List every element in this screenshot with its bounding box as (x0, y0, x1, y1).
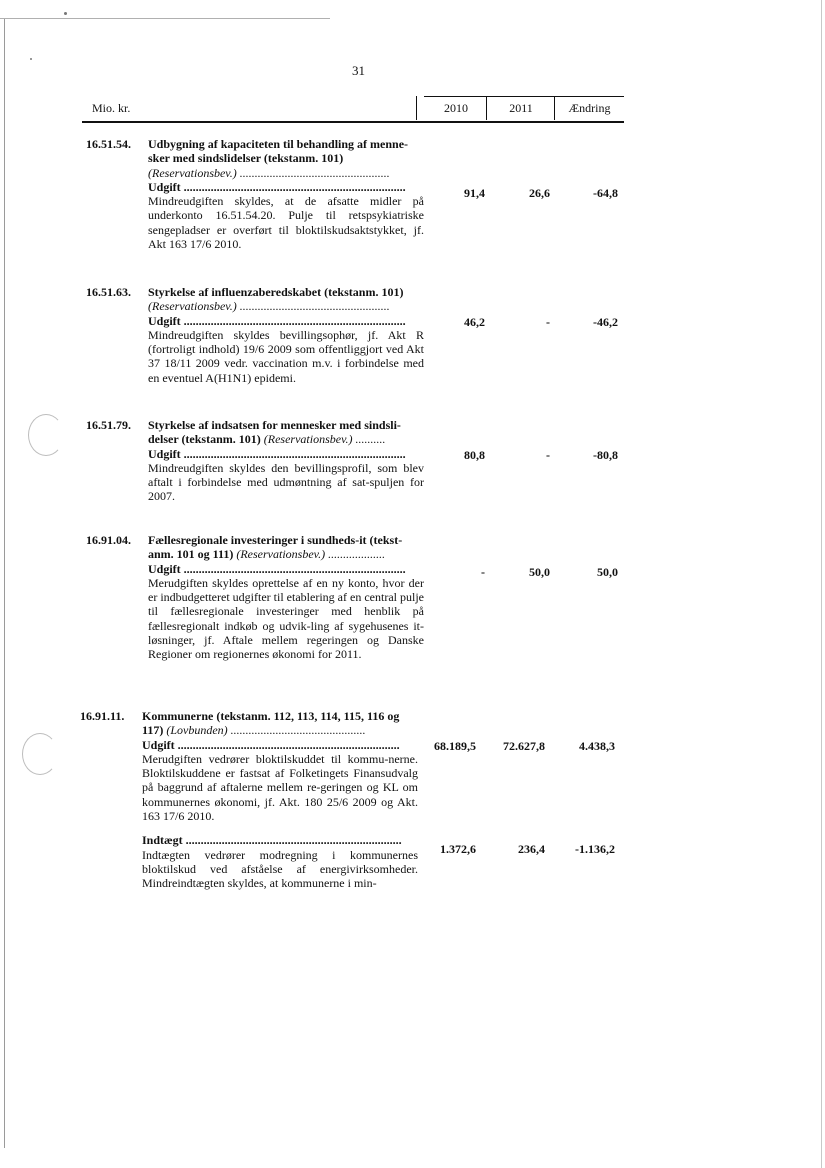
header-unit-label: Mio. kr. (92, 101, 131, 115)
page-number: 31 (352, 63, 365, 78)
account-number: 16.51.54. (86, 137, 131, 151)
scan-page-edge-left (4, 18, 5, 1148)
entry-description: Merudgiften skyldes oprettelse af en ny konto, hvor der er indbudgetteret udgifter til etablering af en central pulje til fællesregionale investeringer med henblik på fællesregionalt indkøb og udvik-ling af sygehusenes it-løsninger, jf. Aftale mellem regeringen og Danske Regioner om regionernes økonomi for 2011. (148, 575, 424, 662)
entry-title-text: Styrkelse af indsatsen for mennesker med sindsli-delser (tekstanm. 101) (148, 418, 401, 447)
binder-hole-mark (28, 414, 64, 456)
header-2010: 2010 (444, 101, 468, 115)
value-2011: - (546, 315, 550, 329)
header-separator (416, 96, 417, 120)
entry-description: Mindreudgiften skyldes bevillingsophør, jf. Akt R (fortroligt indhold) 19/6 2009 som offentliggjort ved Akt 37 18/11 2009 vedr. vaccination m.v. i forbindelse med en eventuel A(H1N1) epidemi. (148, 327, 424, 385)
account-number: 16.51.79. (86, 418, 131, 432)
header-change: Ændring (568, 101, 611, 115)
value-change: -46,2 (593, 315, 618, 329)
account-number: 16.91.04. (86, 533, 131, 547)
entry-title (142, 709, 418, 738)
value-change: -64,8 (593, 186, 618, 200)
entry-description: Merudgiften vedrører bloktilskuddet til kommu-nerne. Bloktilskuddene er fastsat af Folketingets Finansudvalg på baggrund af aftalerne mellem re-geringen og KL om kommunernes økonomi, jf. Akt. 180 25/6 2009 og Akt. 163 17/6 2010. (142, 751, 418, 824)
entry-text (148, 285, 424, 385)
entry-title (148, 533, 424, 562)
value-2011: 72.627,8 (503, 739, 545, 753)
appropriation-type: (Reservationsbev.) ................... (236, 547, 386, 562)
scan-page-edge-top (0, 18, 330, 19)
entry-title-text: Fællesregionale investeringer i sundheds-it (tekst-anm. 101 og 111) (148, 533, 403, 562)
income-description: Indtægten vedrører modregning i kommunernes bloktilskud ved afståelse af energivirksomheder. Mindreindtægten skyldes, at kommunerne i min- (142, 847, 418, 891)
income-value-change: -1.136,2 (575, 842, 615, 856)
table-header (82, 96, 624, 122)
value-2011: - (546, 448, 550, 462)
scan-speck (64, 12, 67, 15)
spacer (142, 823, 418, 833)
value-2010: 80,8 (464, 448, 485, 462)
expense-label: Udgift .......................................................................... (142, 737, 400, 752)
header-2011: 2011 (509, 101, 533, 115)
expense-label: Udgift .......................................................................... (148, 446, 406, 461)
expense-label: Udgift .......................................................................... (148, 313, 406, 328)
entry-text (148, 533, 424, 662)
appropriation-type: (Reservationsbev.) .......... (263, 432, 386, 447)
account-number: 16.51.63. (86, 285, 131, 299)
appropriation-type: (Reservationsbev.) .................................................. (148, 165, 390, 180)
income-label: Indtægt ........................................................................ (142, 833, 402, 848)
entry-text (148, 418, 424, 504)
scan-page-edge-right (821, 0, 822, 1168)
appropriation-type: (Lovbunden) ............................................. (166, 723, 366, 738)
account-number: 16.91.11. (80, 709, 125, 723)
entry-text (148, 137, 424, 251)
entry-text (142, 709, 418, 891)
value-2011: 26,6 (529, 186, 550, 200)
entry-title-text: Kommunerne (tekstanm. 112, 113, 114, 115, 116 og 117) (142, 709, 400, 738)
income-value-2011: 236,4 (518, 842, 545, 856)
value-2010: 46,2 (464, 315, 485, 329)
entry-description: Mindreudgiften skyldes den bevillingsprofil, som blev aftalt i forbindelse med udmøntning af sat-spuljen for 2007. (148, 460, 424, 504)
entry-title (148, 418, 424, 447)
binder-hole-mark (22, 733, 58, 775)
value-2010: 68.189,5 (434, 739, 476, 753)
header-bottom-rule (82, 121, 624, 123)
value-change: 4.438,3 (579, 739, 615, 753)
appropriation-type: (Reservationsbev.) .................................................. (148, 299, 390, 314)
entry-title: Styrkelse af influenzaberedskabet (tekstanm. 101) (148, 285, 404, 299)
scan-speck (30, 58, 32, 60)
expense-label: Udgift .......................................................................... (148, 179, 406, 194)
value-2011: 50,0 (529, 565, 550, 579)
value-change: 50,0 (597, 565, 618, 579)
value-change: -80,8 (593, 448, 618, 462)
income-value-2010: 1.372,6 (440, 842, 476, 856)
entry-description: Mindreudgiften skyldes, at de afsatte midler på underkonto 16.51.54.20. Pulje til retspsykiatriske sengepladser er overført til bloktilskudsaktstykket, jf. Akt 163 17/6 2010. (148, 194, 424, 252)
value-2010: 91,4 (464, 186, 485, 200)
entry-title: Udbygning af kapaciteten til behandling af menne-sker med sindslidelser (tekstanm. 101) (148, 137, 409, 166)
value-2010: - (481, 565, 485, 579)
expense-label: Udgift .......................................................................... (148, 561, 406, 576)
